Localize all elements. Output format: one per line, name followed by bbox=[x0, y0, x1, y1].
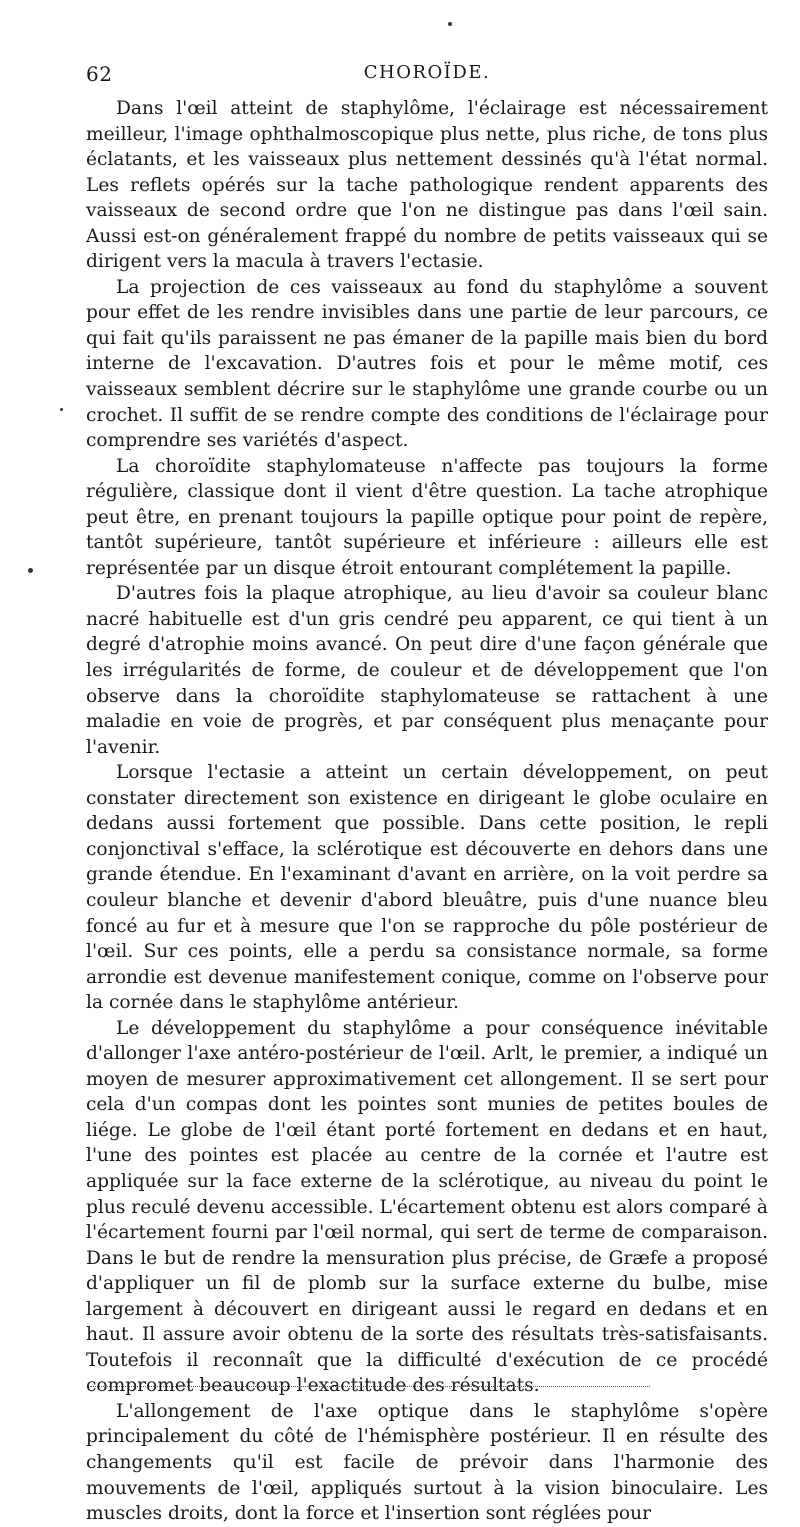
paragraph: Lorsque l'ectasie a atteint un certain développement, on peut constater directement son existence en dirigeant le globe oculaire en dedans aussi fortement que possible. Dans cette position, le repli conjonctival s'efface, la sclérotique est découverte en dehors dans une grande étendue. En l'examinant d'avant en arrière, on la voit perdre sa couleur blanche et devenir d'abord bleuâtre, puis d'une nuance bleu foncé au fur et à mesure que l'on se rapproche du pôle postérieur de l'œil. Sur ces points, elle a perdu sa consistance normale, sa forme arrondie est devenue manifestement conique, comme on l'observe pour la cornée dans le staphylôme antérieur. bbox=[86, 762, 768, 1014]
paragraph: La projection de ces vaisseaux au fond du staphylôme a souvent pour effet de les rendre invisibles dans une partie de leur parcours, ce qui fait qu'ils paraissent ne pas émaner de la papille mais bien du bord interne de l'excavation. D'autres fois et pour le même motif, ces vaisseaux semblent décrire sur le staphylôme une grande courbe ou un crochet. Il suffit de se rendre compte des conditions de l'éclairage pour comprendre ses variétés d'aspect. bbox=[86, 276, 768, 452]
page-number: 62 bbox=[86, 62, 113, 86]
footer-print-rule bbox=[90, 1386, 650, 1387]
print-speck bbox=[28, 568, 33, 573]
running-title: CHOROÏDE. bbox=[363, 62, 491, 83]
paragraph: L'allongement de l'axe optique dans le staphylôme s'opère principalement du côté de l'hémisphère postérieur. Il en résulte des changements qu'il est facile de prévoir dans l'harmonie des mouvements de l'œil, appliqués surtout à la vision binoculaire. Les muscles droits, dont la force et l'insertion sont réglées pour bbox=[86, 1400, 768, 1525]
paragraph: Dans l'œil atteint de staphylôme, l'éclairage est nécessairement meilleur, l'image ophthalmoscopique plus nette, plus riche, de tons plus éclatants, et les vaisseaux plus nettement dessinés qu'à l'état normal. Les reflets opérés sur la tache pathologique rendent apparents des vaisseaux de second ordre que l'on ne distingue pas dans l'œil sain. Aussi est-on généralement frappé du nombre de petits vaisseaux qui se dirigent vers la macula à travers l'ectasie. bbox=[86, 98, 768, 273]
print-speck bbox=[60, 408, 63, 411]
paragraph: La choroïdite staphylomateuse n'affecte pas toujours la forme régulière, classique dont il vient d'être question. La tache atrophique peut être, en prenant toujours la papille optique pour point de repère, tantôt supérieure, tantôt supérieure et inférieure : ailleurs elle est représentée par un disque étroit entourant complétement la papille. bbox=[86, 455, 768, 579]
body-text bbox=[86, 96, 768, 1527]
paragraph: D'autres fois la plaque atrophique, au lieu d'avoir sa couleur blanc nacré habituelle est d'un gris cendré peu apparent, ce qui tient à un degré d'atrophie moins avancé. On peut dire d'une façon générale que les irrégularités de forme, de couleur et de développement que l'on observe dans la choroïdite staphylomateuse se rattachent à une maladie en voie de progrès, et par conséquent plus menaçante pour l'avenir. bbox=[86, 583, 768, 758]
paragraph: Le développement du staphylôme a pour conséquence inévitable d'allonger l'axe antéro-postérieur de l'œil. Arlt, le premier, a indiqué un moyen de mesurer approximativement cet allongement. Il se sert pour cela d'un compas dont les pointes sont munies de petites boules de liége. Le globe de l'œil étant porté fortement en dedans et en haut, l'une des pointes est placée au centre de la cornée et l'autre est appliquée sur la face externe de la sclérotique, au niveau du point le plus reculé devenu accessible. L'écartement obtenu est alors comparé à l'écartement fourni par l'œil normal, qui sert de terme de comparaison. Dans le but de rendre la mensuration plus précise, de Græfe a proposé d'appliquer un fil de plomb sur la surface externe du bulbe, mise largement à découvert en dirigeant aussi le regard en dedans et en haut. Il assure avoir obtenu de la sorte des résultats très-satisfaisants. Toutefois il reconnaît que la difficulté d'exécution de ce procédé compromet beaucoup l'exactitude des résultats. bbox=[86, 1017, 768, 1397]
page-header bbox=[86, 62, 768, 92]
print-speck bbox=[448, 22, 452, 26]
